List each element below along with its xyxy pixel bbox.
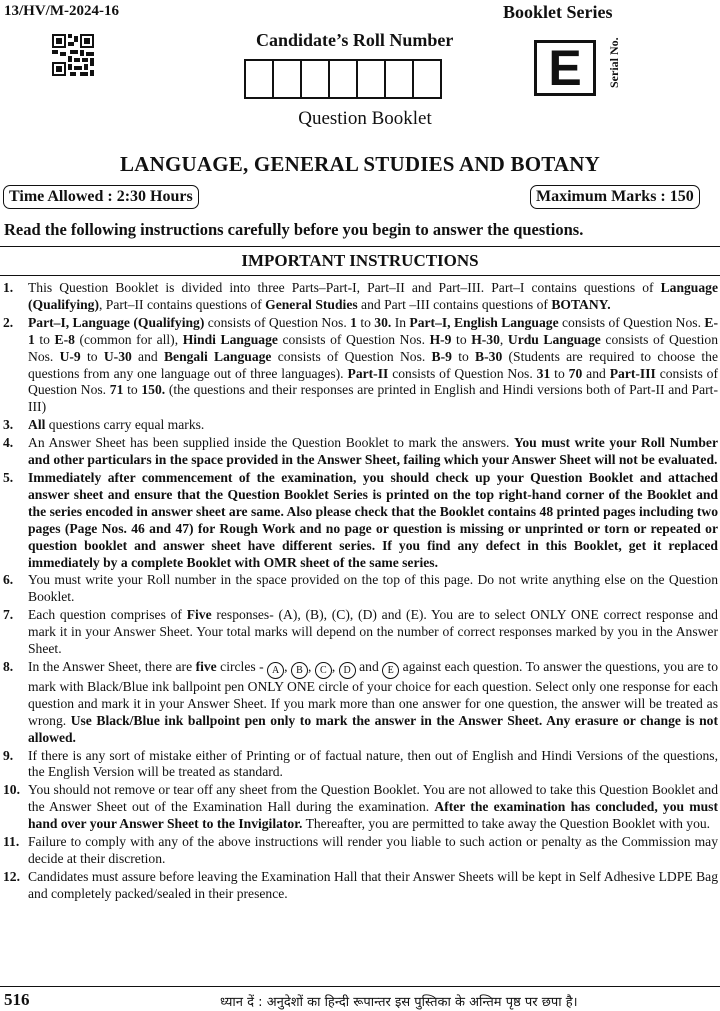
instructions-list — [0, 280, 720, 904]
instruction-text-run: An Answer Sheet has been supplied inside the Question Booklet to mark the answers. — [28, 435, 515, 451]
answer-circle-icon: D — [339, 662, 356, 679]
instruction-text-run: General Studies — [265, 296, 358, 312]
instruction-number: 5. — [3, 469, 14, 485]
page-number: 516 — [4, 990, 30, 1009]
instruction-text-run: This Question Booklet is divided into three Parts–Part-I, Part–II and Part–III. Part–I contains questions of — [28, 280, 661, 295]
roll-number-box — [328, 59, 358, 99]
instruction-number: 1. — [3, 280, 14, 295]
instruction-text-run: , Part–II contains questions of — [99, 296, 266, 312]
instruction-text-run: Immediately after commencement of the examination, you should check up your Question Booklet and attached answer sheet and ensure that the Question Booklet Series is printed on the top right-hand corner of the Booklet and the series encoded in answer sheet are same. Also please check that the Booklet contains 48 printed pages including two pages (Page Nos. 46 and 47) for Rough Work and no page or question is missing or unprinted or torn or repeated or question booklet and answer sheet have different series. If you find any defect in this Booklet, get it replaced immediately by a complete Booklet with OMR sheet of the same series. — [28, 469, 718, 570]
instruction-item — [0, 280, 720, 314]
instruction-text-run: Five — [186, 607, 212, 623]
instruction-text — [28, 280, 718, 314]
instruction-text-run: circles - — [216, 658, 268, 674]
instruction-text-run: consists of Question Nos. — [558, 314, 705, 330]
roll-number-box — [384, 59, 414, 99]
instruction-text-run: After the examination has concluded, you must hand over your Answer Sheet to the Invigilator. — [28, 799, 718, 832]
instruction-text-run: Part–I, Language (Qualifying) — [28, 314, 205, 330]
instruction-number: 2. — [3, 314, 14, 330]
instruction-text-run: If there is any sort of mistake either of Printing or of factual nature, then out of English and Hindi Versions of the questions, the English Version will be treated as standard. — [28, 747, 718, 780]
instruction-item — [0, 607, 720, 658]
instruction-text — [28, 748, 718, 782]
instruction-number: 11. — [3, 834, 20, 850]
instruction-text-run: B-9 — [431, 348, 452, 364]
roll-number-box — [244, 59, 274, 99]
instruction-text-run: questions carry equal marks. — [45, 417, 205, 433]
roll-number-title: Candidate’s Roll Number — [256, 30, 454, 50]
instruction-item — [0, 869, 720, 903]
answer-circle-icon: B — [291, 662, 308, 679]
instruction-text-run: , — [331, 658, 339, 674]
booklet-series-label: Booklet Series — [503, 2, 613, 22]
instruction-text-run: Part-II — [347, 365, 389, 381]
instruction-text — [28, 470, 718, 571]
instruction-text — [28, 834, 718, 868]
instruction-text-run: to — [80, 348, 104, 364]
instruction-item — [0, 470, 720, 571]
instruction-text-run: 31 — [536, 365, 551, 381]
instruction-text-run: All — [28, 417, 46, 433]
instruction-text-run: H-30 — [471, 331, 500, 347]
roll-number-boxes — [244, 59, 442, 99]
instruction-item — [0, 834, 720, 868]
time-allowed-badge: Time Allowed : 2:30 Hours — [3, 185, 199, 209]
series-letter-box: E — [534, 40, 596, 96]
instruction-text-run: , — [284, 658, 291, 674]
instruction-text-run: BOTANY. — [551, 296, 611, 312]
instruction-item — [0, 572, 720, 606]
instruction-item — [0, 659, 720, 747]
instruction-text-run: consists of Question Nos. — [271, 348, 432, 364]
instruction-text-run: You must write your Roll number in the space provided on the top of this page. Do not write anything else on the Question Booklet. — [28, 572, 718, 605]
instruction-text-run: to — [451, 331, 472, 347]
instruction-text-run: (common for all), — [74, 331, 183, 347]
instruction-text-run: to — [356, 314, 375, 330]
instruction-item — [0, 435, 720, 469]
instruction-text-run: B-30 — [475, 348, 503, 364]
instruction-text-run: , — [307, 658, 315, 674]
instruction-text — [28, 607, 718, 658]
instruction-text-run: Each question comprises of — [28, 607, 187, 623]
instruction-text-run: (Students are required to choose the questions from any one language out of three languages). — [28, 348, 718, 381]
read-instructions-note: Read the following instructions carefully before you begin to answer the questions. — [4, 220, 584, 239]
answer-circle-icon: E — [382, 662, 399, 679]
instruction-text-run: and Part –III contains questions of — [357, 296, 552, 312]
instruction-text-run: H-9 — [429, 331, 452, 347]
instruction-text-run: Language (Qualifying) — [28, 280, 718, 312]
instruction-text-run: You should not remove or tear off any sheet from the Question Booklet. You are not allowed to take this Question Booklet and the Answer Sheet out of the Examination Hall during the examination. — [28, 782, 718, 815]
instruction-text-run: U-9 — [59, 348, 81, 364]
instruction-text-run: responses- (A), (B), (C), (D) and (E). You are to select ONLY ONE correct response and mark it in your Answer Sheet. Your total marks will depend on the number of correct responses marked by you in the Answer Sheet. — [28, 607, 718, 657]
instruction-item — [0, 417, 720, 434]
serial-number-label: Serial No. — [607, 37, 621, 88]
instruction-text-run: consists of Question Nos. — [277, 331, 430, 347]
instruction-text — [28, 659, 718, 747]
instruction-text-run: Part–I, English Language — [409, 314, 559, 330]
question-booklet-label: Question Booklet — [298, 108, 432, 129]
instruction-text-run: 71 — [109, 382, 124, 398]
instruction-text-run: E-1 — [28, 314, 718, 347]
instruction-text-run: You must write your Roll Number and other particulars in the space provided in the Answer Sheet, failing which your Answer Sheet will not be evaluated. — [28, 435, 718, 468]
instruction-number: 7. — [3, 607, 14, 623]
booklet-code: 13/HV/M-2024-16 — [4, 3, 119, 19]
roll-number-box — [412, 59, 442, 99]
instruction-text-run: (the questions and their responses are printed in English and Hindi versions both of Part-II and Part-III) — [28, 382, 718, 415]
instruction-text-run: , — [499, 331, 508, 347]
instruction-text — [28, 782, 718, 833]
instruction-text-run: 1 — [350, 314, 357, 330]
instruction-text-run: to — [550, 365, 569, 381]
instruction-text-run: 70 — [568, 365, 583, 381]
instruction-text — [28, 572, 718, 606]
roll-number-box — [272, 59, 302, 99]
instruction-text-run: Thereafter, you are permitted to take away the Question Booklet with you. — [302, 816, 711, 832]
maximum-marks-badge: Maximum Marks : 150 — [530, 185, 700, 209]
instruction-text-run: Bengali Language — [163, 348, 272, 364]
instruction-number: 10. — [3, 782, 20, 798]
instruction-number: 8. — [3, 658, 14, 674]
instruction-text-run: Use Black/Blue ink ballpoint pen only to mark the answer in the Answer Sheet. Any erasure or change is not allowed. — [28, 712, 718, 745]
instruction-number: 3. — [3, 417, 14, 433]
instruction-text-run: against each question. To answer the questions, you are to mark with Black/Blue ink ballpoint pen ONLY ONE circle of your choice for each question. Select only one response for each question and mark it in your Answer Sheet. If you mark more than one answer for one question, the answer will be treated as wrong. — [28, 658, 718, 728]
instruction-text-run: to — [34, 331, 55, 347]
instruction-text — [28, 315, 718, 416]
instruction-number: 12. — [3, 868, 20, 884]
instructions-heading: IMPORTANT INSTRUCTIONS — [241, 251, 479, 270]
instruction-text-run: In — [391, 314, 410, 330]
divider — [0, 986, 720, 987]
instruction-text-run: five — [195, 658, 217, 674]
instruction-text — [28, 869, 718, 903]
instruction-text-run: and — [582, 365, 610, 381]
answer-circle-icon: C — [315, 662, 332, 679]
instruction-item — [0, 782, 720, 833]
instruction-text-run: Urdu Language — [507, 331, 601, 347]
instruction-text-run: consists of Question Nos. — [28, 331, 719, 364]
instruction-number: 6. — [3, 572, 14, 588]
instruction-text-run: E-8 — [54, 331, 75, 347]
instruction-text-run: consists of Question Nos. — [388, 365, 537, 381]
roll-number-box — [356, 59, 386, 99]
instruction-text-run: Hindi Language — [182, 331, 278, 347]
answer-circle-icon: A — [267, 662, 284, 679]
instruction-text-run: U-30 — [103, 348, 132, 364]
instruction-text-run: In the Answer Sheet, there are — [28, 658, 196, 674]
instruction-number: 4. — [3, 435, 14, 451]
divider — [0, 246, 720, 247]
instruction-text-run: and — [355, 658, 383, 674]
instruction-item — [0, 748, 720, 782]
instruction-text — [28, 435, 718, 469]
hindi-version-note: ध्यान दें : अनुदेशों का हिन्दी रूपान्तर इस पुस्तिका के अन्तिम पृष्ठ पर छपा है। — [220, 995, 578, 1010]
divider — [0, 275, 720, 276]
instruction-text-run: and — [131, 348, 164, 364]
instruction-item — [0, 315, 720, 416]
instruction-text — [28, 417, 718, 434]
instruction-text-run: 150. — [141, 382, 166, 398]
roll-number-box — [300, 59, 330, 99]
qr-code-icon — [52, 34, 94, 76]
page-title: LANGUAGE, GENERAL STUDIES AND BOTANY — [120, 152, 600, 176]
instruction-text-run: 30. — [374, 314, 392, 330]
instruction-number: 9. — [3, 747, 14, 763]
instruction-text-run: to — [123, 382, 142, 398]
instruction-text-run: consists of Question Nos. — [28, 365, 719, 398]
instruction-text-run: Failure to comply with any of the above instructions will render you liable to such action or penalty as the Commission may decide at their discretion. — [28, 834, 718, 866]
instruction-text-run: consists of Question Nos. — [204, 314, 351, 330]
instruction-text-run: Part-III — [609, 365, 656, 381]
instruction-text-run: Candidates must assure before leaving the Examination Hall that their Answer Sheets will be kept in Self Adhesive LDPE Bag and completely packed/sealed in their presence. — [28, 868, 718, 901]
instruction-text-run: to — [451, 348, 476, 364]
